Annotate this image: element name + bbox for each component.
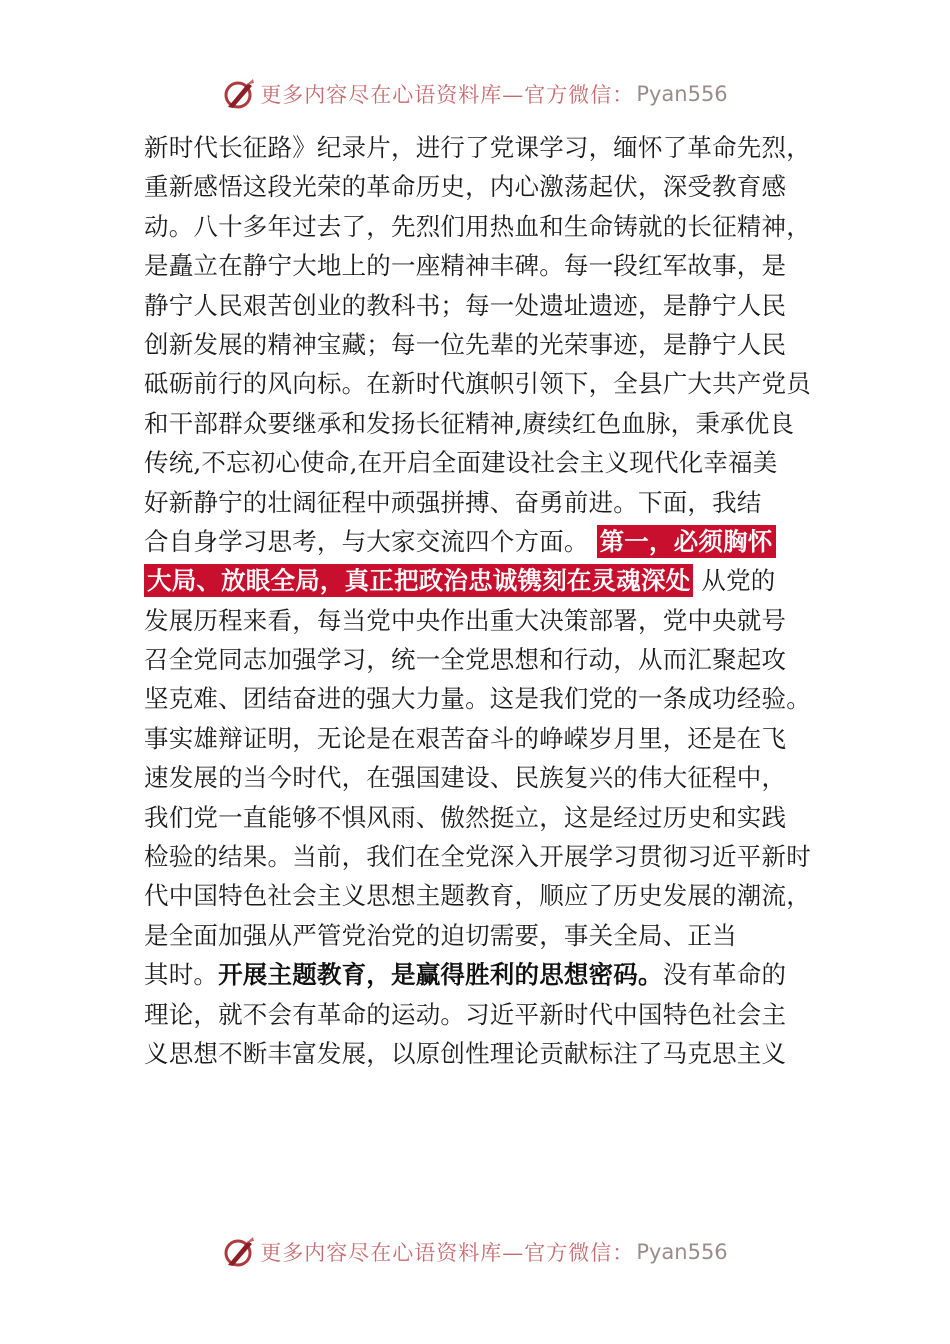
- bold-heading: 开展主题教育，是赢得胜利的思想密码。: [218, 960, 663, 990]
- text-line: 义思想不断丰富发展，以原创性理论贡献标注了马克思主义: [144, 1038, 787, 1068]
- text-line: 发展历程来看，每当党中央作出重大决策部署，党中央就号: [144, 605, 787, 635]
- text-line: 坚克难、团结奋进的强大力量。这是我们党的一条成功经验。: [144, 684, 811, 714]
- text-line: 代中国特色社会主义思想主题教育，顺应了历史发展的潮流，: [144, 881, 811, 911]
- text-line: 检验的结果。当前，我们在全党深入开展学习贯彻习近平新时: [144, 842, 811, 872]
- text-line: 传统,不忘初心使命,在开启全面建设社会主义现代化幸福美: [144, 448, 778, 478]
- pen-logo-icon: [222, 77, 256, 111]
- text-line: 是矗立在静宁大地上的一座精神丰碑。每一段红军故事，是: [144, 251, 787, 281]
- footer-watermark: [0, 1232, 950, 1272]
- text-line: 是全面加强从严管党治党的迫切需要，事关全局、正当: [144, 920, 737, 950]
- highlighted-heading: 第一，必须胸怀: [597, 525, 776, 558]
- text-line: [144, 561, 824, 600]
- watermark-text: 更多内容尽在心语资料库—官方微信：: [260, 1241, 635, 1265]
- text-line: 砥砺前行的风向标。在新时代旗帜引领下，全县广大共产党员: [144, 369, 811, 399]
- document-body: [144, 128, 824, 1073]
- text-segment: 从党的: [701, 566, 776, 596]
- watermark-id: Pyan556: [636, 82, 728, 106]
- text-line: 我们党一直能够不惧风雨、傲然挺立，这是经过历史和实践: [144, 802, 787, 832]
- text-line: [144, 522, 824, 561]
- text-line: 动。八十多年过去了，先烈们用热血和生命铸就的长征精神，: [144, 211, 811, 241]
- text-line: 理论，就不会有革命的运动。习近平新时代中国特色社会主: [144, 999, 787, 1029]
- text-segment: 其时。: [144, 960, 219, 990]
- text-line: 和干部群众要继承和发扬长征精神,赓续红色血脉，秉承优良: [144, 408, 795, 438]
- watermark-text: 更多内容尽在心语资料库—官方微信：: [260, 83, 635, 107]
- text-segment: 没有革命的: [662, 960, 787, 990]
- text-line: 召全党同志加强学习，统一全党思想和行动，从而汇聚起攻: [144, 645, 787, 675]
- text-line: 重新感悟这段光荣的革命历史，内心激荡起伏，深受教育感: [144, 172, 787, 202]
- pen-logo-icon: [222, 1235, 256, 1269]
- text-line: 好新静宁的壮阔征程中顽强拼搏、奋勇前进。下面，我结: [144, 487, 762, 517]
- text-segment: 合自身学习思考，与大家交流四个方面。: [144, 526, 589, 556]
- header-watermark: [0, 74, 950, 114]
- text-line: 静宁人民艰苦创业的教科书；每一处遗址遗迹，是静宁人民: [144, 290, 787, 320]
- watermark-id: Pyan556: [636, 1240, 728, 1264]
- text-line: 新时代长征路》纪录片，进行了党课学习，缅怀了革命先烈，: [144, 133, 811, 162]
- text-line: 速发展的当今时代，在强国建设、民族复兴的伟大征程中，: [144, 763, 787, 793]
- text-line: 事实雄辩证明，无论是在艰苦奋斗的峥嵘岁月里，还是在飞: [144, 723, 787, 753]
- text-line: [144, 955, 824, 994]
- text-line: 创新发展的精神宝藏；每一位先辈的光荣事迹，是静宁人民: [144, 329, 787, 359]
- highlighted-heading: 大局、放眼全局，真正把政治忠诚镌刻在灵魂深处: [144, 564, 693, 597]
